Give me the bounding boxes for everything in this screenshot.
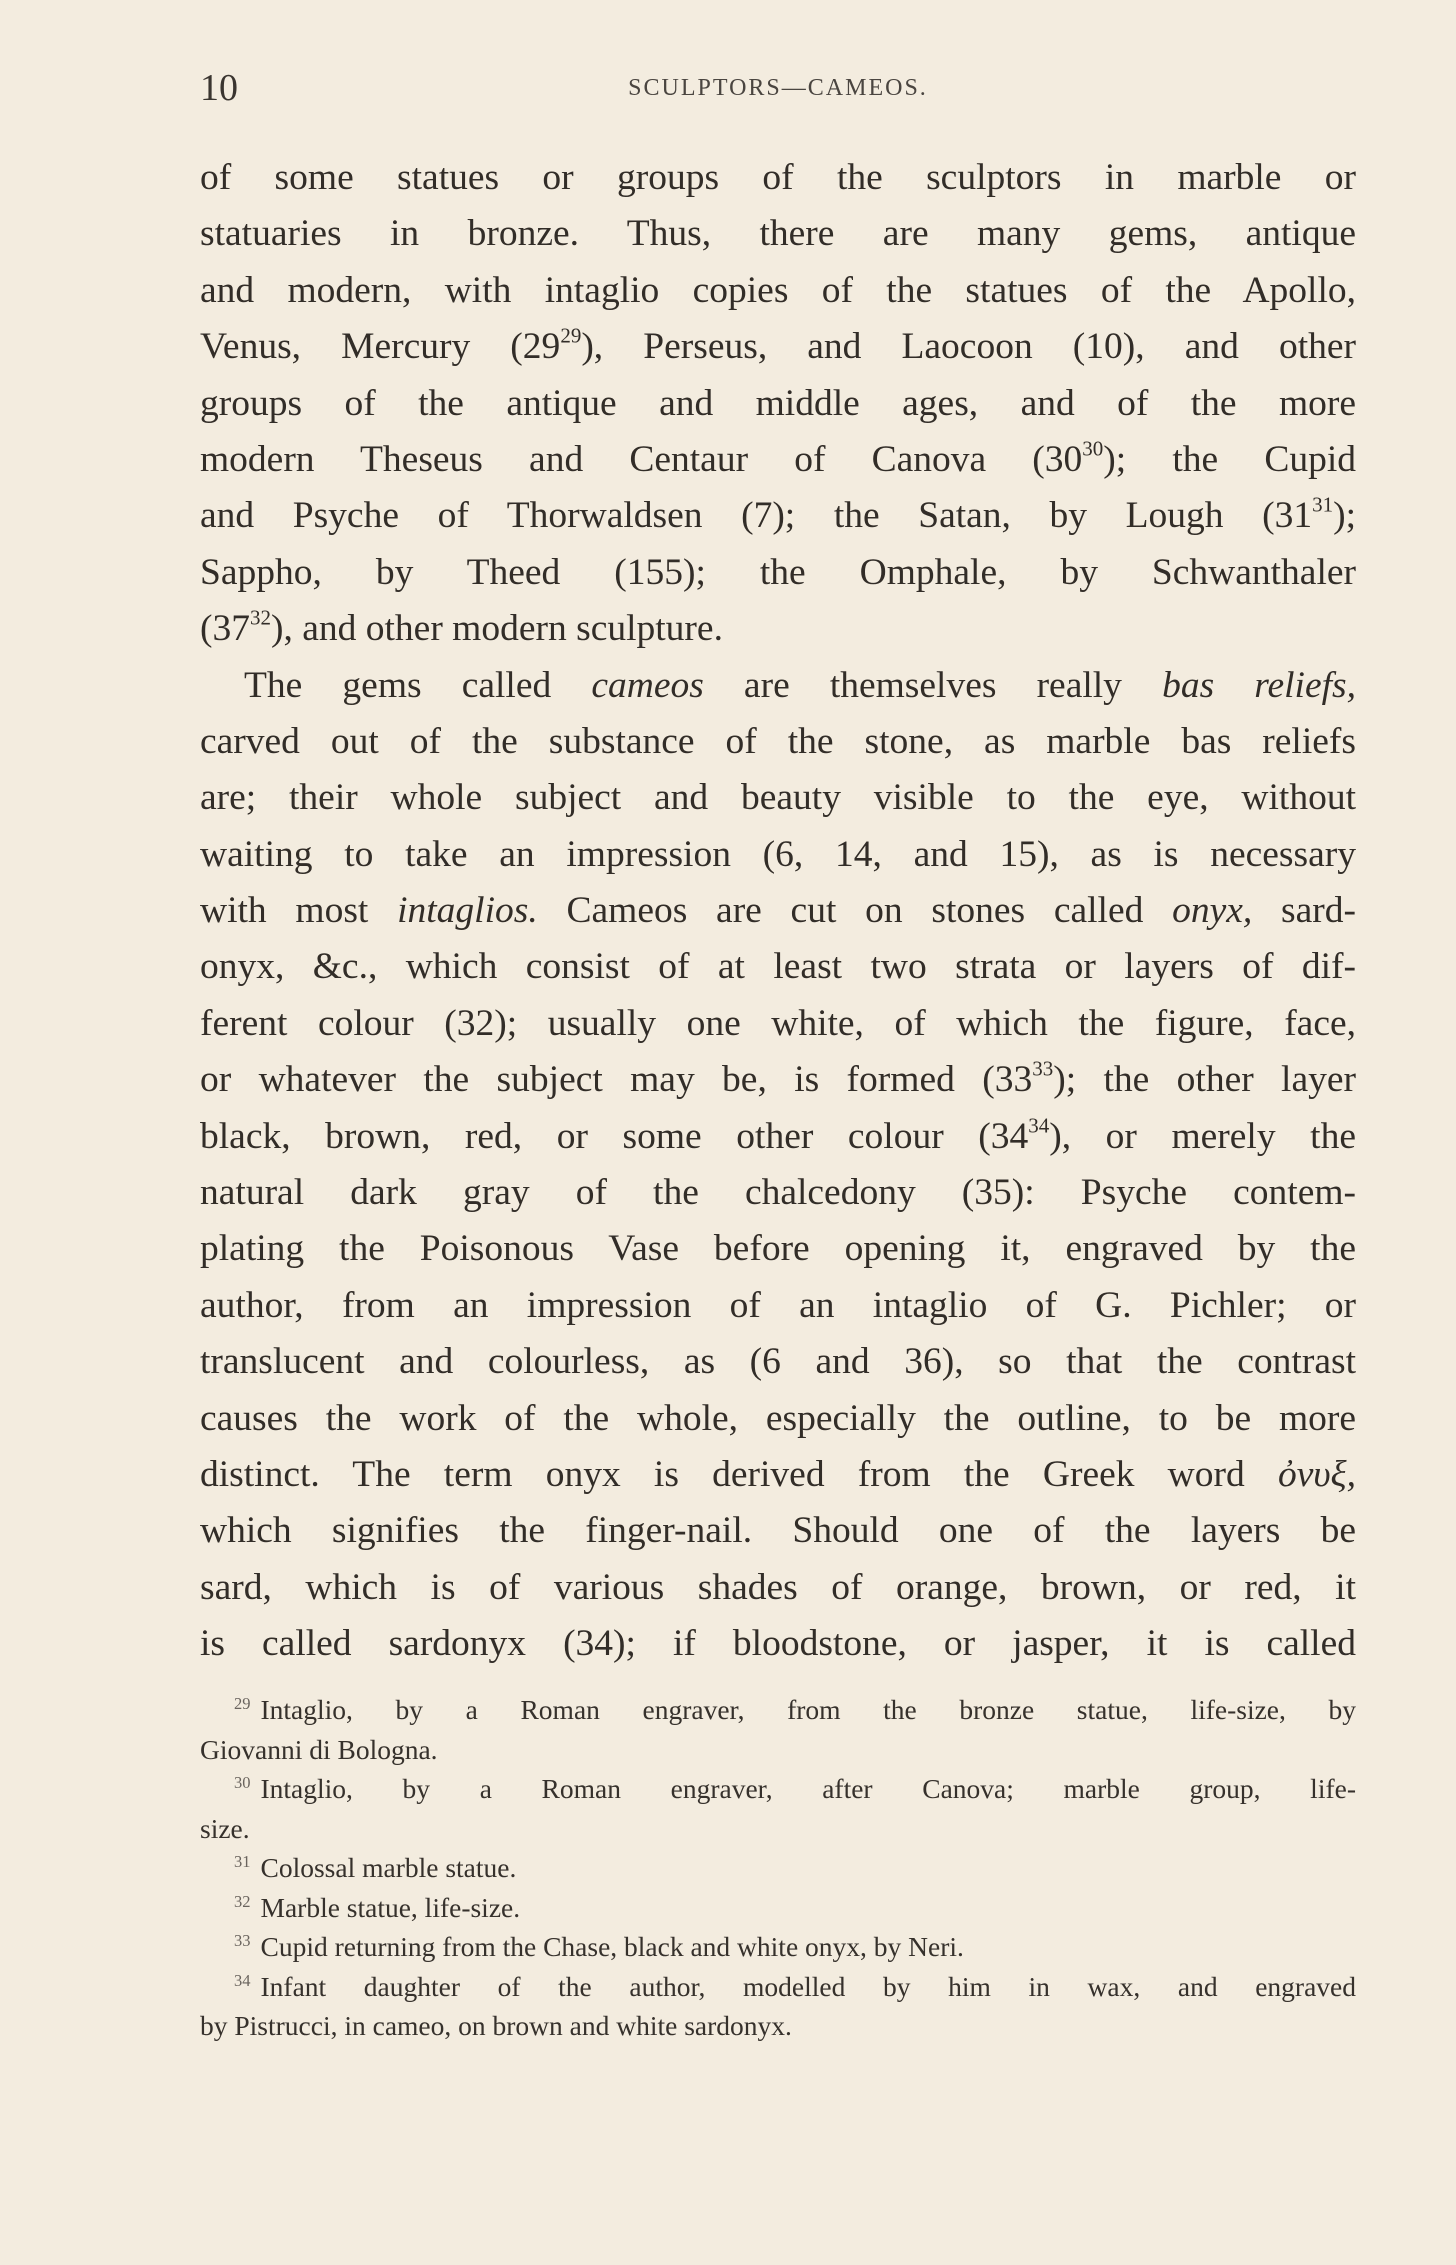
text-line: The gems called cameos are themselves really bas reliefs, xyxy=(244,664,1356,706)
text-line: of some statues or groups of the sculptors in marble or xyxy=(200,157,1356,198)
text-line: translucent and colourless, as (6 and 36), so that the contrast xyxy=(200,1341,1356,1383)
text-line: carved out of the substance of the stone, as marble bas reliefs xyxy=(200,720,1356,762)
text-line: is called sardonyx (34); if bloodstone, or jasper, it is called xyxy=(200,1623,1356,1665)
footnote-ref: 33 xyxy=(1032,1056,1054,1081)
text-line: author, from an impression of an intaglio of G. Pichler; or xyxy=(200,1284,1356,1326)
footnote-29: $^{29}$ Intaglio, by a Roman engraver, from the bronze statue, life-size, by xyxy=(234,1694,1356,1725)
footnote-ref: 29 xyxy=(560,323,582,348)
text-line: and Psyche of Thorwaldsen (7); the Satan, by Lough $(31^{31})$; xyxy=(200,492,1356,537)
text-line: modern Theseus and Centaur of Canova $(30^{30})$; the Cupid xyxy=(200,436,1356,480)
footnote-30-cont: size. xyxy=(200,1812,250,1844)
text-line: Venus, Mercury $(29^{29})$, Perseus, and Laocoon (10), and other xyxy=(200,323,1356,368)
footnote-34-cont: by Pistrucci, in cameo, on brown and white sardonyx. xyxy=(200,2010,792,2041)
footnote-29-cont: Giovanni di Bologna. xyxy=(200,1733,438,1765)
text-line: are; their whole subject and beauty visible to the eye, without xyxy=(200,777,1356,819)
footnotes xyxy=(200,1690,1356,2046)
text-line: waiting to take an impression (6, 14, and 15), as is necessary xyxy=(200,833,1356,875)
page-number: 10 xyxy=(200,67,238,109)
running-head xyxy=(200,58,1356,118)
footnote-ref: 32 xyxy=(250,605,271,630)
text-line: with most intaglios. Cameos are cut on stones called onyx, sard- xyxy=(200,890,1356,932)
text-line: or whatever the subject may be, is formed $(33^{33})$; the other layer xyxy=(200,1056,1357,1101)
body-text xyxy=(200,150,1356,1673)
text-line: onyx, &c., which consist of at least two strata or layers of dif- xyxy=(200,946,1356,988)
footnote-32: $^{32}$ Marble statue, life-size. xyxy=(234,1891,521,1923)
running-title: SCULPTORS—CAMEOS. xyxy=(628,75,928,101)
text-line: statuaries in bronze. Thus, there are many gems, antique xyxy=(200,213,1356,255)
text-line: sard, which is of various shades of orange, brown, or red, it xyxy=(200,1566,1356,1608)
footnote-31: $^{31}$ Colossal marble statue. xyxy=(234,1852,517,1883)
footnote-ref: 34 xyxy=(1028,1112,1050,1137)
text-line: Sappho, by Theed (155); the Omphale, by Schwanthaler xyxy=(200,551,1356,593)
footnote-34: $^{34}$ Infant daughter of the author, modelled by him in wax, and engraved xyxy=(234,1970,1356,2002)
text-line: groups of the antique and middle ages, and of the more xyxy=(200,382,1356,424)
text-line: ferent colour (32); usually one white, of which the figure, face, xyxy=(200,1002,1356,1044)
footnote-ref: 31 xyxy=(1312,492,1334,517)
text-line: and modern, with intaglio copies of the statues of the Apollo, xyxy=(200,269,1356,311)
text-line: black, brown, red, or some other colour $(34^{34})$, or merely the xyxy=(200,1112,1356,1157)
text-line: causes the work of the whole, especially the outline, to be more xyxy=(200,1397,1356,1439)
text-line: plating the Poisonous Vase before opening it, engraved by the xyxy=(200,1228,1356,1270)
text-line: distinct. The term onyx is derived from the Greek word ὀνυξ, xyxy=(200,1453,1356,1495)
footnote-ref: 30 xyxy=(1082,436,1104,461)
text-line: natural dark gray of the chalcedony (35): Psyche contem- xyxy=(200,1172,1356,1214)
text-line: which signifies the finger-nail. Should one of the layers be xyxy=(200,1510,1356,1552)
text-line: $(37^{32})$, and other modern sculpture. xyxy=(200,605,723,650)
footnote-33: $^{33}$ Cupid returning from the Chase, black and white onyx, by Neri. xyxy=(234,1931,964,1962)
footnote-30: $^{30}$ Intaglio, by a Roman engraver, after Canova; marble group, life- xyxy=(234,1773,1356,1804)
